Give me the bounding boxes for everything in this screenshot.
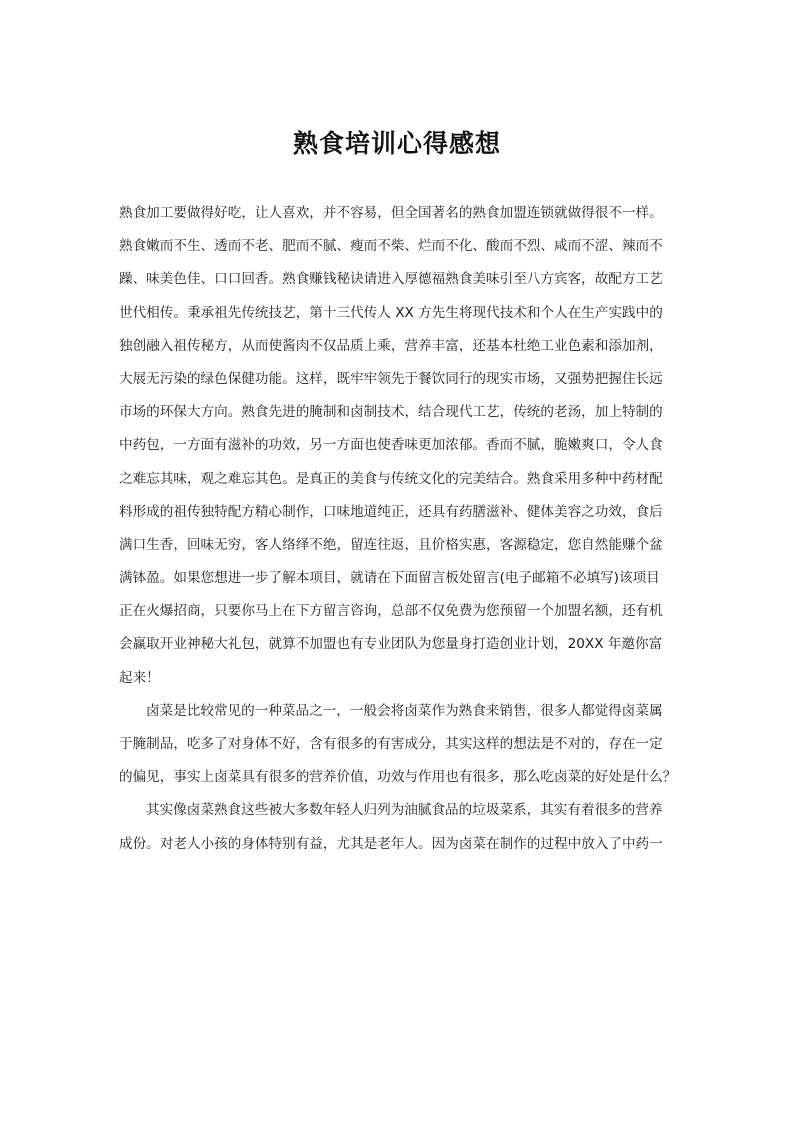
paragraph-line: 起来！ xyxy=(119,669,160,686)
paragraph-line: 满钵盈。如果您想进一步了解本项目，就请在下面留言板处留言(电子邮箱不必填写)该项目 xyxy=(119,570,660,587)
paragraph-line: 中药包，一方面有滋补的功效，另一方面也使香味更加浓郁。香而不腻，脆嫩爽口，令人食 xyxy=(119,437,663,454)
paragraph xyxy=(119,197,681,695)
paragraph-line: 世代相传。秉承祖先传统技艺，第十三代传人 XX 方先生将现代技术和个人在生产实践中的 xyxy=(119,304,663,321)
paragraph-line: 于腌制品，吃多了对身体不好，含有很多的有害成分，其实这样的想法是不对的，存在一定 xyxy=(119,736,663,752)
paragraph-line: 市场的环保大方向。熟食先进的腌制和卤制技术，结合现代工艺，传统的老汤，加上特制的 xyxy=(119,404,663,421)
paragraph xyxy=(119,794,681,860)
paragraph-line: 躁、味美色佳、口口回香。熟食赚钱秘诀请进入厚德福熟食美味引至八方宾客，故配方工艺 xyxy=(119,271,663,288)
paragraph-line: 之难忘其味，观之难忘其色。是真正的美食与传统文化的完美结合。熟食采用多种中药材配 xyxy=(119,470,663,487)
paragraph-line: 熟食加工要做得好吃，让人喜欢，并不容易，但全国著名的熟食加盟连锁就做得很不一样。 xyxy=(119,205,663,221)
paragraph-line: 卤菜是比较常见的一种菜品之一，一般会将卤菜作为熟食来销售，很多人都觉得卤菜属 xyxy=(146,702,663,719)
document-title: 熟食培训心得感想 xyxy=(292,129,501,158)
paragraph-line: 正在火爆招商，只要你马上在下方留言咨询，总部不仅免费为您预留一个加盟名额，还有机 xyxy=(119,603,663,620)
paragraph-line: 会赢取开业神秘大礼包，就算不加盟也有专业团队为您量身打造创业计划，20XX 年邀你富 xyxy=(119,636,663,653)
paragraph-line: 独创融入祖传秘方，从而使酱肉不仅品质上乘，营养丰富，还基本杜绝工业色素和添加剂， xyxy=(119,337,663,354)
paragraph-line: 料形成的祖传独特配方精心制作，口味地道纯正，还具有药膳滋补、健体美容之功效，食后 xyxy=(119,503,663,520)
paragraph-line: 成份。对老人小孩的身体特别有益，尤其是老年人。因为卤菜在制作的过程中放入了中药一 xyxy=(119,835,663,852)
document-body xyxy=(119,197,681,861)
paragraph-line: 大展无污染的绿色保健功能。这样，既牢牢领先于餐饮同行的现实市场，又强势把握住长远 xyxy=(119,370,663,387)
paragraph-line: 其实像卤菜熟食这些被大多数年轻人归列为油腻食品的垃圾菜系，其实有着很多的营养 xyxy=(146,802,663,819)
paragraph-line: 的偏见，事实上卤菜具有很多的营养价值，功效与作用也有很多，那么吃卤菜的好处是什么？ xyxy=(119,769,677,786)
paragraph xyxy=(119,695,681,795)
paragraph-line: 满口生香，回味无穷，客人络绎不绝，留连往返，且价格实惠，客源稳定，您自然能赚个盆 xyxy=(119,536,663,553)
paragraph-line: 熟食嫩而不生、透而不老、肥而不腻、瘦而不柴、烂而不化、酸而不烈、咸而不涩、辣而不 xyxy=(119,238,663,255)
